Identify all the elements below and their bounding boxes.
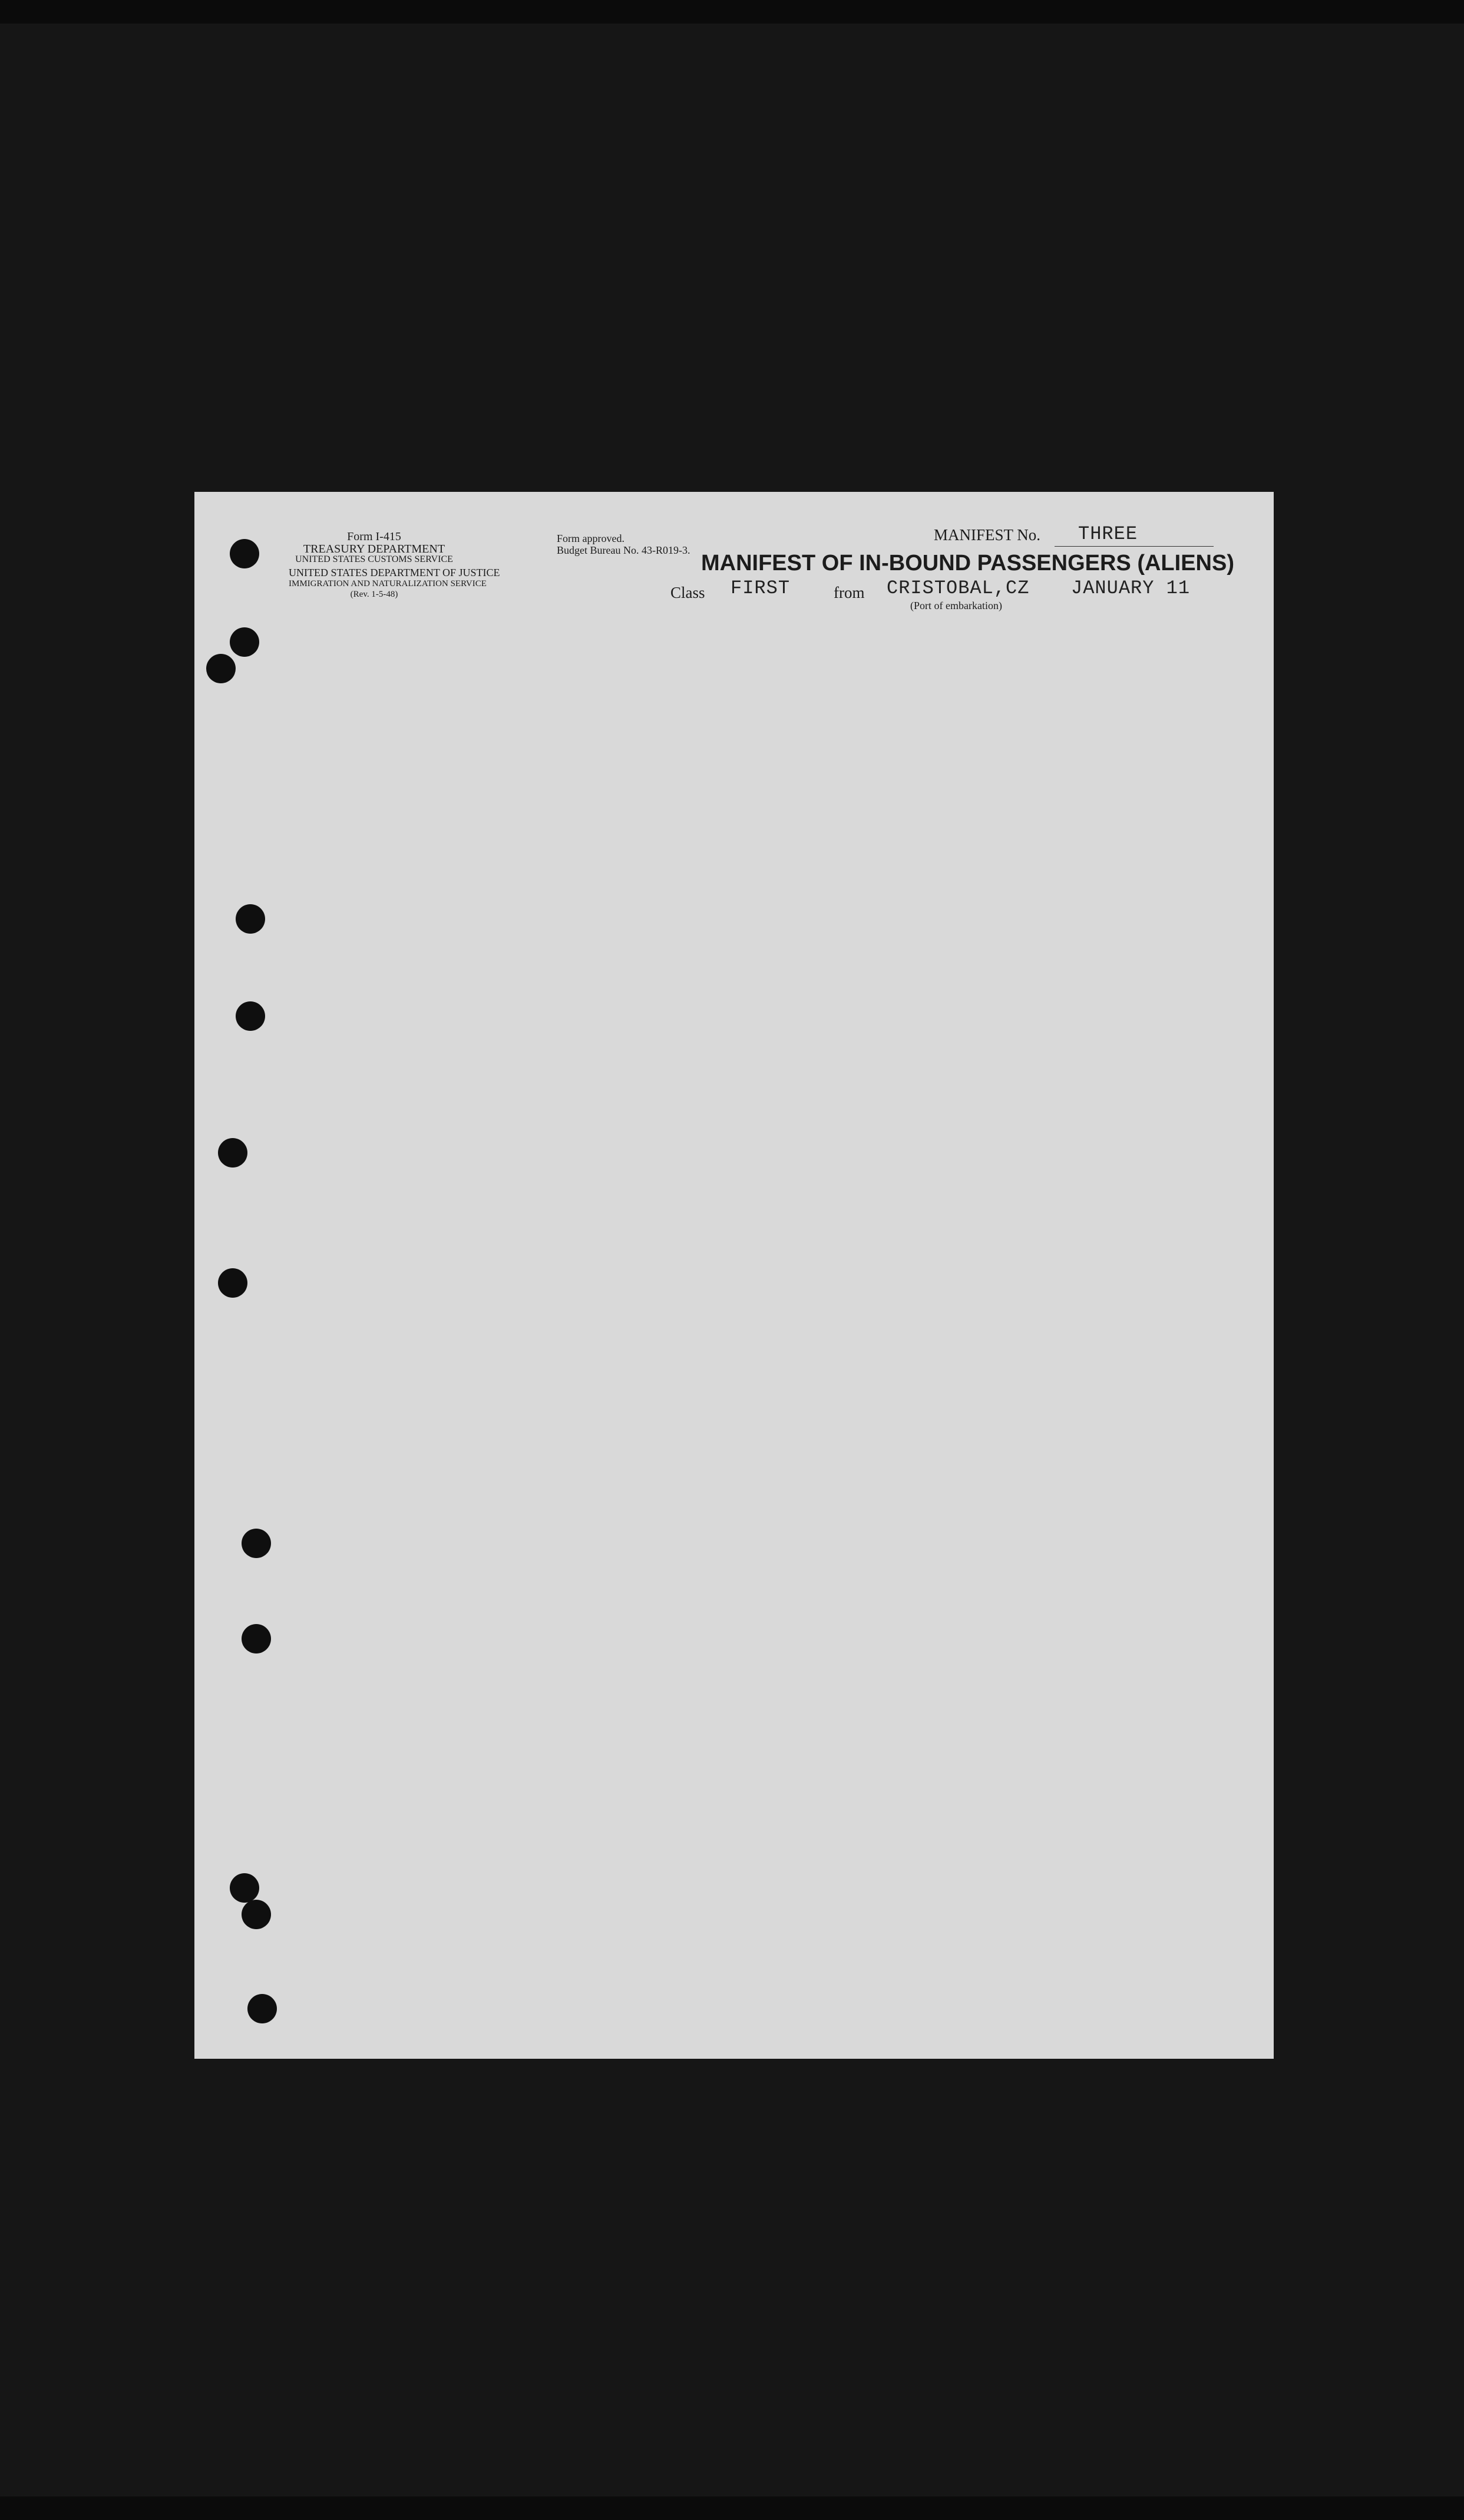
port-embarkation: CRISTOBAL,CZ xyxy=(887,577,1030,599)
treasury-dept: TREASURY DEPARTMENT xyxy=(303,543,445,555)
form-number: Form I-415 xyxy=(347,530,401,543)
punch-hole xyxy=(218,1268,247,1298)
punch-hole xyxy=(230,627,259,657)
justice-dept: UNITED STATES DEPARTMENT OF JUSTICE xyxy=(289,567,500,578)
punch-hole xyxy=(236,1001,265,1031)
punch-hole xyxy=(247,1994,277,2023)
punch-hole xyxy=(242,1529,271,1558)
manifest-no-line xyxy=(1055,546,1214,547)
ins-service: IMMIGRATION AND NATURALIZATION SERVICE xyxy=(289,579,487,588)
manifest-title: MANIFEST OF IN-BOUND PASSENGERS (ALIENS) xyxy=(701,551,1234,576)
scan-border-top xyxy=(0,0,1464,24)
class-label: Class xyxy=(670,584,705,601)
punch-hole xyxy=(218,1138,247,1168)
customs-service: UNITED STATES CUSTOMS SERVICE xyxy=(295,554,453,564)
punch-hole xyxy=(242,1624,271,1653)
punch-hole xyxy=(236,904,265,934)
from-label: from xyxy=(834,584,865,601)
form-approved: Form approved. xyxy=(557,533,624,544)
punch-hole xyxy=(230,1873,259,1903)
rev-date: (Rev. 1-5-48) xyxy=(350,590,398,599)
punch-hole xyxy=(206,654,236,683)
budget-bureau: Budget Bureau No. 43-R019-3. xyxy=(557,544,690,556)
punch-hole xyxy=(242,1900,271,1929)
manifest-page xyxy=(194,492,1274,2059)
punch-hole xyxy=(230,539,259,568)
date-1: JANUARY 11 xyxy=(1071,577,1191,599)
port-embarkation-caption: (Port of embarkation) xyxy=(910,600,1002,611)
scan-border-bottom xyxy=(0,2496,1464,2520)
manifest-no-label: MANIFEST No. xyxy=(934,526,1041,544)
manifest-no-value: THREE xyxy=(1078,523,1138,545)
class-value: FIRST xyxy=(731,577,791,599)
